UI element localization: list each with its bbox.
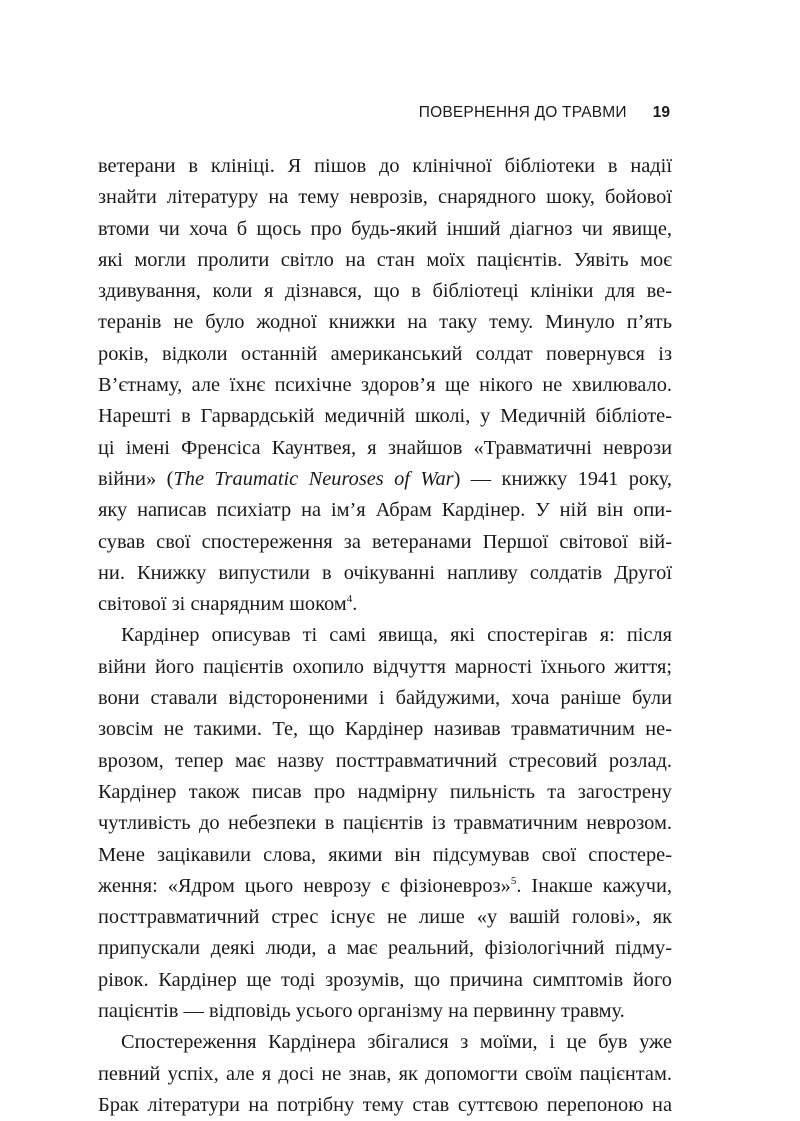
text-line: Нарешті в Гарвардській медичній школі, у Медичній бібліоте-	[98, 405, 672, 428]
footnote-marker: 4	[346, 593, 353, 606]
footnote-marker: 5	[510, 875, 517, 888]
text-line: рівок. Кардінер ще тоді зрозумів, що причина симптомів його	[98, 968, 672, 991]
page-number: 19	[652, 104, 670, 121]
text-fragment: ) — книжку 1941 року,	[453, 467, 672, 490]
text-line: ветерани в клініці. Я пішов до клінічної бібліотеки в надії	[98, 155, 672, 177]
text-line: В’єтнаму, але їхнє психічне здоров’я ще нікого не хвилювало.	[98, 374, 672, 397]
text-line: ці імені Френсіса Каунтвея, я знайшов «Травматичні неврози	[98, 436, 672, 459]
text-fragment: світової зі снарядним шоком	[98, 593, 347, 616]
text-line: років, відколи останній американський солдат повернувся із	[98, 342, 672, 365]
text-line: певний успіх, але я досі не знав, як допомогти своїм пацієнтам.	[98, 1062, 672, 1085]
text-line: посттравматичний стрес існує не лише «у вашій голові», як	[98, 906, 672, 929]
text-line: здивування, коли я дізнався, що в бібліотеці клініки для ве-	[98, 280, 672, 303]
text-line: Кардінер описував ті самі явища, які спостерігав я: після	[121, 624, 672, 647]
text-line	[98, 871, 672, 902]
text-fragment: .	[352, 593, 358, 616]
paragraph-3	[98, 1027, 672, 1121]
text-line: ни. Книжку випустили в очікуванні напливу солдатів Другої	[98, 561, 672, 584]
text-line: яку написав психіатр на ім’я Абрам Кардінер. У ній він опи-	[98, 499, 672, 522]
text-fragment: ження: «Ядром цього неврозу є фізіоневроз»	[98, 874, 511, 897]
paragraph-2	[98, 620, 672, 1027]
text-line: сував свої спостереження за ветеранами Першої світової вій-	[98, 530, 672, 553]
text-line: Кардінер також писав про надмірну пильність та загострену	[98, 780, 672, 803]
text-line	[98, 589, 672, 620]
text-line: теранів не було жодної книжки на таку тему. Минуло п’ять	[98, 311, 672, 334]
text-line: зовсім не такими. Те, що Кардінер називав травматичним не-	[98, 718, 672, 741]
text-fragment: війни» (	[98, 467, 174, 490]
text-line	[98, 464, 672, 495]
text-line: які могли пролити світло на стан моїх пацієнтів. Уявіть моє	[98, 248, 672, 271]
text-fragment: . Інакше кажучи,	[516, 874, 672, 897]
text-line: Мене зацікавили слова, якими він підсумував свої спостере-	[98, 843, 672, 866]
running-title: ПОВЕРНЕННЯ ДО ТРАВМИ	[418, 104, 627, 121]
text-line: пацієнтів — відповідь усього організму на первинну травму.	[98, 1000, 625, 1023]
book-title-italic: The Traumatic Neuroses of War	[173, 467, 454, 490]
text-line: врозом, тепер має назву посттравматичний стресовий розлад.	[98, 749, 672, 772]
text-line: війни його пацієнтів охопило відчуття марності їхнього життя;	[98, 655, 672, 678]
body-text	[98, 151, 672, 1121]
running-header	[419, 104, 670, 122]
text-line: втоми чи хоча б щось про будь-який інший діагноз чи явище,	[98, 217, 672, 240]
text-line: Брак літератури на потрібну тему став суттєвою перепоною на	[98, 1093, 672, 1116]
paragraph-1	[98, 151, 672, 620]
text-line: припускали деякі люди, а має реальний, фізіологічний підму-	[98, 937, 672, 960]
text-line: Спостереження Кардінера збігалися з моїми, і це був уже	[121, 1031, 672, 1054]
text-line: чутливість до небезпеки в пацієнтів із травматичним неврозом.	[98, 812, 672, 835]
text-line: знайти літературу на тему неврозів, снарядного шоку, бойової	[98, 186, 672, 209]
text-line: вони ставали відстороненими і байдужими, хоча раніше були	[98, 687, 672, 710]
